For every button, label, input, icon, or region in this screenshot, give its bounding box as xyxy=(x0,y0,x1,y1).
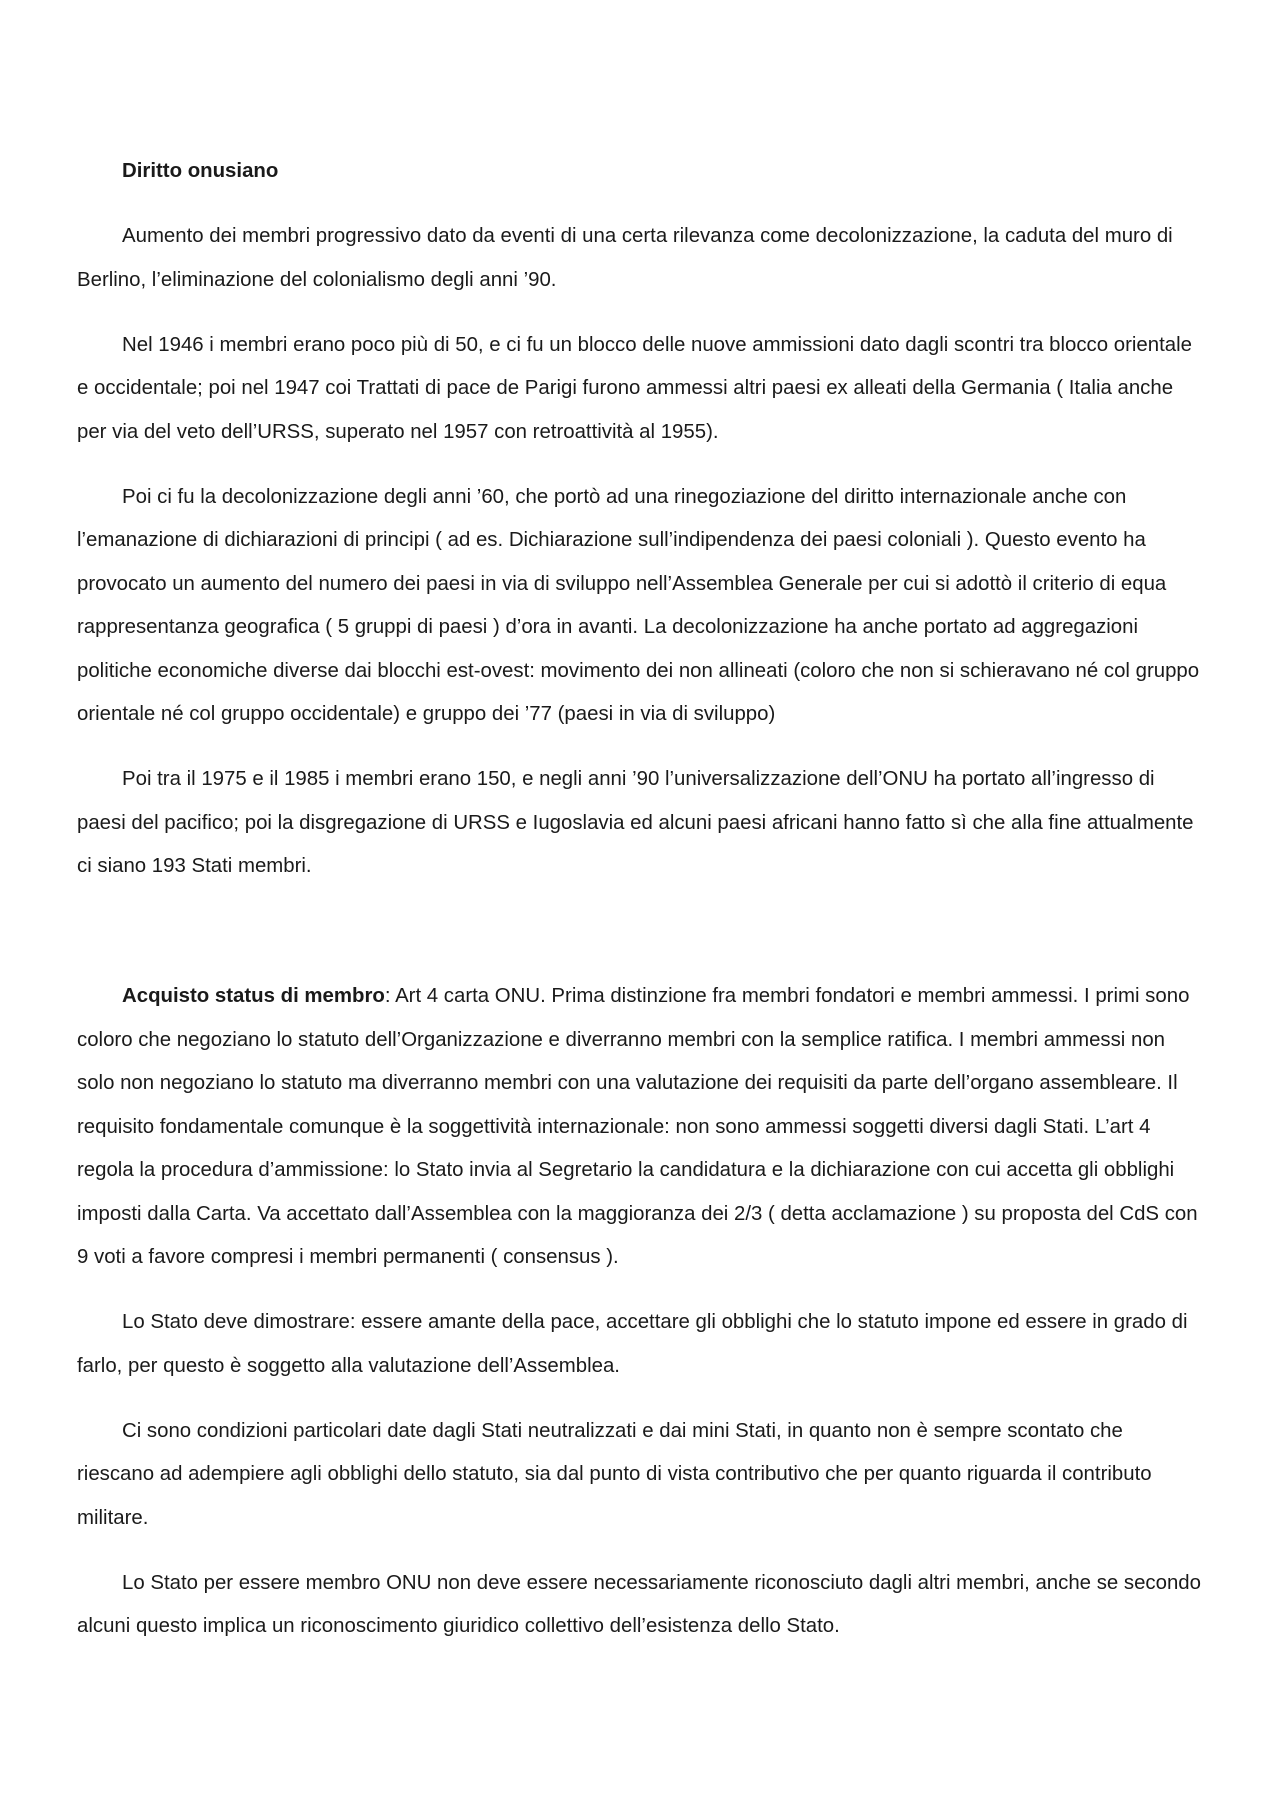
paragraph-riconoscimento: Lo Stato per essere membro ONU non deve essere necessariamente riconosciuto dagli altri membri, anche se secondo alcuni questo implica un riconoscimento giuridico collettivo dell’esistenza dello Stato. xyxy=(77,1571,1201,1637)
document-body xyxy=(77,150,1205,1670)
paragraph-aumento-membri: Aumento dei membri progressivo dato da eventi di una certa rilevanza come decolonizzazione, la caduta del muro di Berlino, l’eliminazione del colonialismo degli anni ’90. xyxy=(77,225,1173,291)
paragraph-1975-1985: Poi tra il 1975 e il 1985 i membri erano 150, e negli anni ’90 l’universalizzazione dell’ONU ha portato all’ingresso di paesi del pacifico; poi la disgregazione di URSS e Iugoslavia ed alcuni paesi africani hanno fatto sì che alla fine attualmente ci siano 193 Stati membri. xyxy=(77,768,1194,877)
section-heading-diritto-onusiano: Diritto onusiano xyxy=(122,160,279,182)
paragraph-acquisto-status-text: : Art 4 carta ONU. Prima distinzione fra membri fondatori e membri ammessi. I primi sono coloro che negoziano lo statuto dell’Organizzazione e diverranno membri con la semplice ratifica. I membri ammessi non solo non negoziano lo statuto ma diverranno membri con una valutazione dei requisiti da parte dell’organo assembleare. Il requisito fondamentale comunque è la soggettività internazionale: non sono ammessi soggetti diversi dagli Stati. L’art 4 regola la procedura d’ammissione: lo Stato invia al Segretario la candidatura e la dichiarazione con cui accetta gli obblighi imposti dalla Carta. Va accettato dall’Assemblea con la maggioranza dei 2/3 ( detta acclamazione ) su proposta del CdS con 9 voti a favore compresi i membri permanenti ( consensus ). xyxy=(77,985,1198,1268)
paragraph-condizioni-particolari: Ci sono condizioni particolari date dagli Stati neutralizzati e dai mini Stati, in quanto non è sempre scontato che riescano ad adempiere agli obblighi dello statuto, sia dal punto di vista contributivo che per quanto riguarda il contributo militare. xyxy=(77,1419,1152,1529)
paragraph-decolonizzazione: Poi ci fu la decolonizzazione degli anni ’60, che portò ad una rinegoziazione del diritto internazionale anche con l’emanazione di dichiarazioni di principi ( ad es. Dichiarazione sull’indipendenza dei paesi coloniali ). Questo evento ha provocato un aumento del numero dei paesi in via di sviluppo nell’Assemblea Generale per cui si adottò il criterio di equa rappresentanza geografica ( 5 gruppi di paesi ) d’ora in avanti. La decolonizzazione ha anche portato ad aggregazioni politiche economiche diverse dai blocchi est-ovest: movimento dei non allineati (coloro che non si schieravano né col gruppo orientale né col gruppo occidentale) e gruppo dei ’77 (paesi in via di sviluppo) xyxy=(77,485,1200,725)
paragraph-requisiti-stato: Lo Stato deve dimostrare: essere amante della pace, accettare gli obblighi che lo statuto impone ed essere in grado di farlo, per questo è soggetto alla valutazione dell’Assemblea. xyxy=(77,1311,1188,1377)
paragraph-acquisto-status xyxy=(77,975,1205,1280)
paragraph-1946: Nel 1946 i membri erano poco più di 50, e ci fu un blocco delle nuove ammissioni dato dagli scontri tra blocco orientale e occidentale; poi nel 1947 coi Trattati di pace de Parigi furono ammessi altri paesi ex alleati della Germania ( Italia anche per via del veto dell’URSS, superato nel 1957 con retroattività al 1955). xyxy=(77,333,1192,443)
term-acquisto-status: Acquisto status di membro xyxy=(122,985,385,1007)
section-spacer xyxy=(77,910,1205,975)
